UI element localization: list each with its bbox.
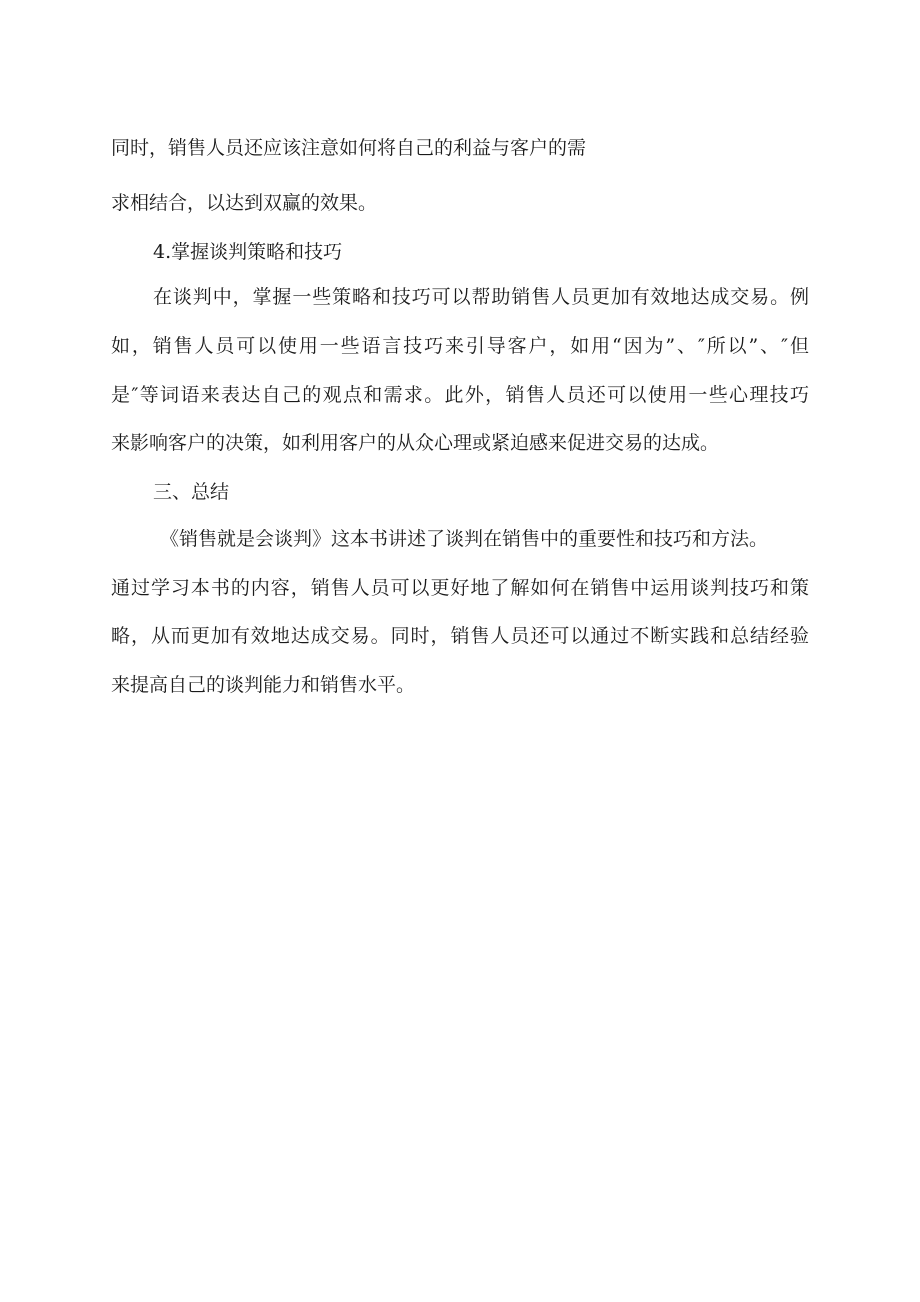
- paragraph-line: 来提高自己的谈判能力和销售水平。: [111, 674, 416, 696]
- paragraph-line: 求相结合，以达到双赢的效果。: [111, 192, 378, 214]
- section-heading: 三、总结: [153, 481, 230, 503]
- paragraph-line: 是″等词语来表达自己的观点和需求。此外，销售人员还可以使用一些心理技巧: [111, 384, 809, 406]
- paragraph-line: 来影响客户的决策，如利用客户的从众心理或紧迫感来促进交易的达成。: [111, 432, 720, 454]
- paragraph-line: 如，销售人员可以使用一些语言技巧来引导客户，如用“因为”、″所以”、″但: [111, 335, 809, 357]
- paragraph-line: 略，从而更加有效地达成交易。同时，销售人员还可以通过不断实践和总结经验: [111, 625, 809, 647]
- paragraph-line: 通过学习本书的内容，销售人员可以更好地了解如何在销售中运用谈判技巧和策: [111, 577, 809, 599]
- paragraph-line: 同时，销售人员还应该注意如何将自己的利益与客户的需: [111, 137, 587, 159]
- paragraph-line: 在谈判中，掌握一些策略和技巧可以帮助销售人员更加有效地达成交易。例: [153, 286, 809, 308]
- paragraph-line: 《销售就是会谈判》这本书讲述了谈判在销售中的重要性和技巧和方法。: [160, 528, 769, 550]
- section-heading: 4.掌握谈判策略和技巧: [153, 241, 343, 263]
